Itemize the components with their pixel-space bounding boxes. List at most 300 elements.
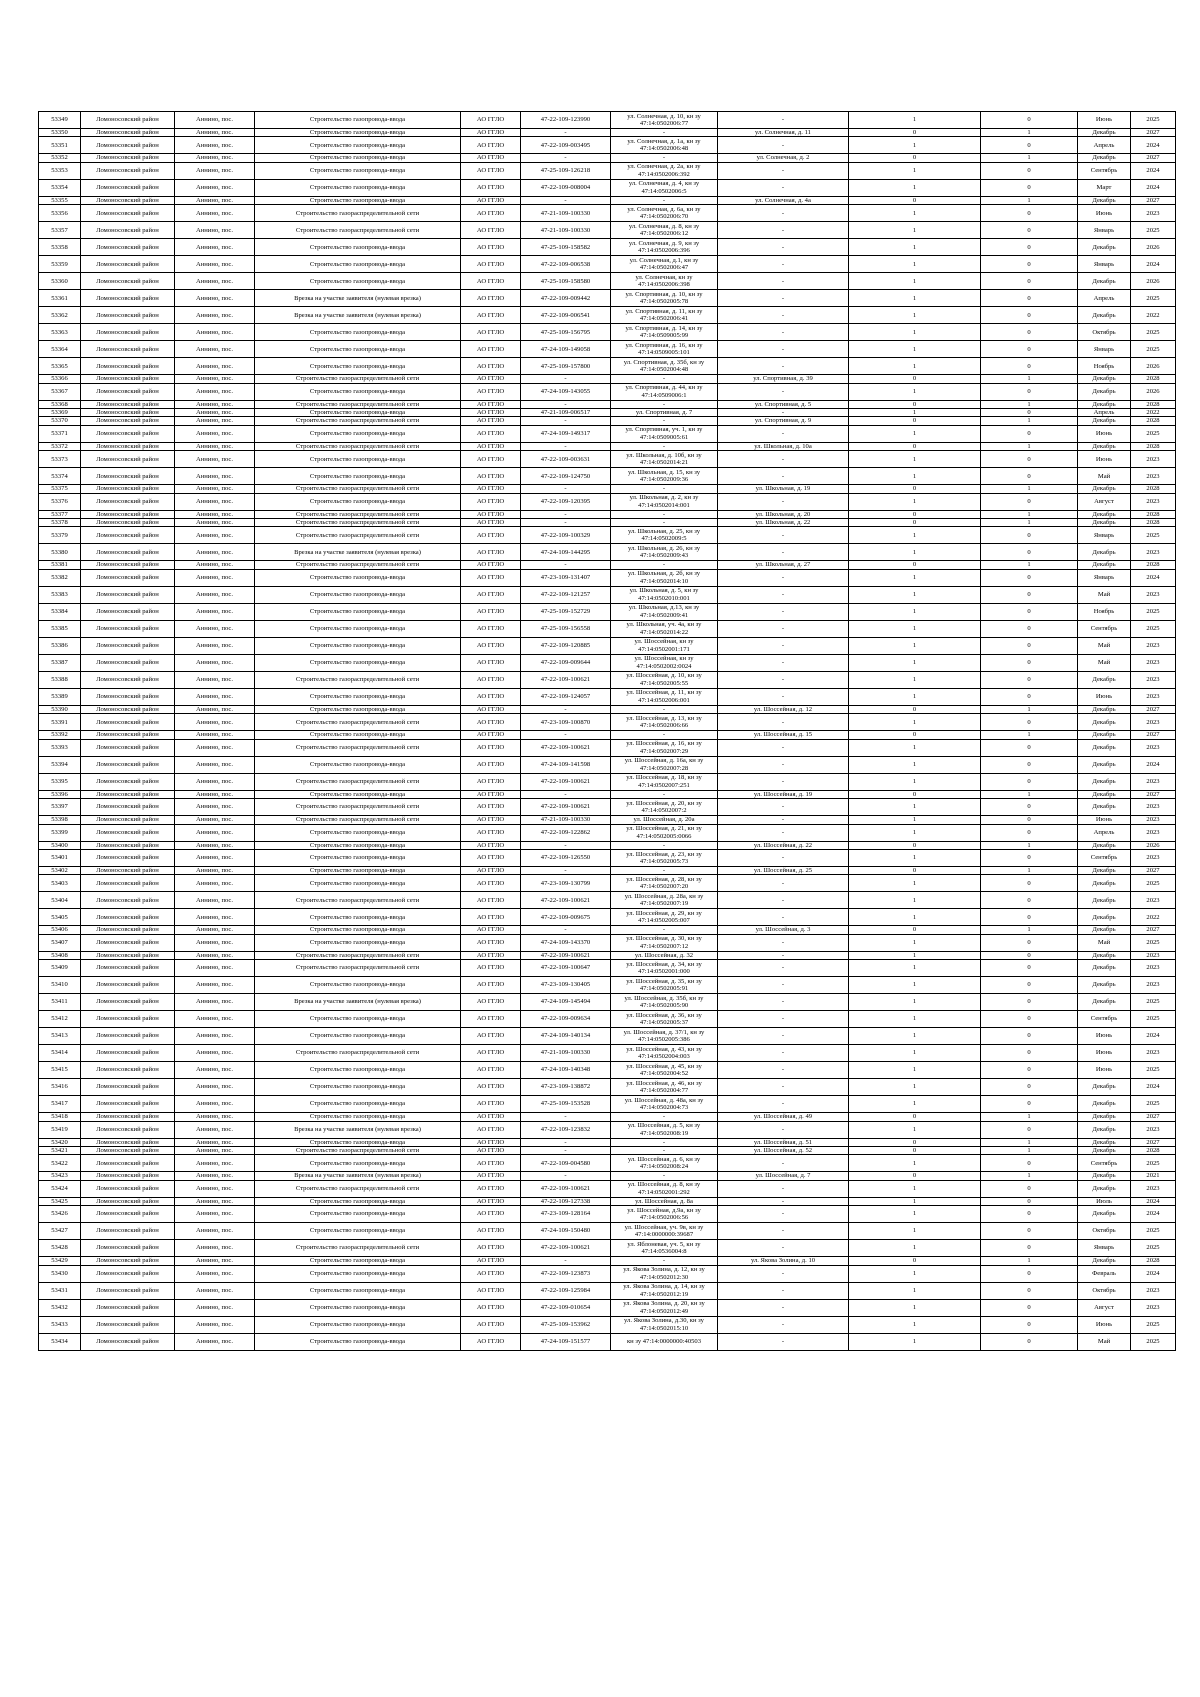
- cell-address: ул. Шоссейная, д. 25: [718, 866, 849, 874]
- cell-address: ул. Солнечная, д. 2: [718, 154, 849, 162]
- cell-row-number: 53411: [39, 994, 81, 1011]
- cell-district: Ломоносовский район: [81, 756, 175, 773]
- cell-tu-number: 47-22-109-009675: [521, 909, 611, 926]
- cell-year: 2023: [1131, 816, 1176, 824]
- cell-work-type: Врезка на участке заявителя (нулевая врезка): [255, 994, 461, 1011]
- cell-district: Ломоносовский район: [81, 1138, 175, 1146]
- cell-tu-number: 47-24-109-145494: [521, 994, 611, 1011]
- cell-count-a: 1: [849, 773, 981, 790]
- cell-settlement: Аннино, пос.: [175, 951, 255, 959]
- cell-month: Декабрь: [1078, 977, 1131, 994]
- cell-row-number: 53402: [39, 866, 81, 874]
- cell-month: Декабрь: [1078, 485, 1131, 493]
- table-row: [39, 705, 1176, 713]
- cell-address-with-cadastre: ул. Шоссейная, д. 28, кн зу 47:14:0502007:20: [611, 875, 718, 892]
- cell-month: Декабрь: [1078, 510, 1131, 518]
- cell-work-type: Строительство газопровода-ввода: [255, 1011, 461, 1028]
- cell-operator: АО ГГЛО: [461, 196, 521, 204]
- cell-district: Ломоносовский район: [81, 400, 175, 408]
- cell-row-number: 53396: [39, 790, 81, 798]
- cell-operator: АО ГГЛО: [461, 671, 521, 688]
- cell-count-a: 1: [849, 1316, 981, 1333]
- table-row: [39, 1299, 1176, 1316]
- cell-row-number: 53403: [39, 875, 81, 892]
- cell-month: Декабрь: [1078, 1079, 1131, 1096]
- cell-year: 2023: [1131, 892, 1176, 909]
- cell-tu-number: 47-22-109-121257: [521, 586, 611, 603]
- cell-count-b: 1: [981, 731, 1078, 739]
- cell-district: Ломоносовский район: [81, 442, 175, 450]
- cell-address: -: [718, 1299, 849, 1316]
- cell-address-with-cadastre: -: [611, 417, 718, 425]
- cell-work-type: Строительство газопровода-ввода: [255, 383, 461, 400]
- cell-district: Ломоносовский район: [81, 154, 175, 162]
- cell-year: 2024: [1131, 1079, 1176, 1096]
- cell-settlement: Аннино, пос.: [175, 222, 255, 239]
- cell-count-a: 1: [849, 1299, 981, 1316]
- cell-month: Декабрь: [1078, 400, 1131, 408]
- cell-operator: АО ГГЛО: [461, 739, 521, 756]
- cell-month: Июнь: [1078, 816, 1131, 824]
- cell-settlement: Аннино, пос.: [175, 960, 255, 977]
- cell-address: -: [718, 1197, 849, 1205]
- cell-address: -: [718, 239, 849, 256]
- cell-month: Декабрь: [1078, 383, 1131, 400]
- cell-year: 2022: [1131, 909, 1176, 926]
- cell-month: Январь: [1078, 222, 1131, 239]
- cell-year: 2023: [1131, 493, 1176, 510]
- cell-district: Ломоносовский район: [81, 569, 175, 586]
- cell-count-b: 1: [981, 705, 1078, 713]
- cell-district: Ломоносовский район: [81, 425, 175, 442]
- cell-address: -: [718, 527, 849, 544]
- cell-work-type: Строительство газопровода-ввода: [255, 425, 461, 442]
- cell-address: -: [718, 1121, 849, 1138]
- cell-tu-number: 47-24-109-149058: [521, 341, 611, 358]
- cell-address: -: [718, 1180, 849, 1197]
- cell-settlement: Аннино, пос.: [175, 383, 255, 400]
- cell-count-a: 0: [849, 196, 981, 204]
- cell-settlement: Аннино, пос.: [175, 1180, 255, 1197]
- cell-operator: АО ГГЛО: [461, 290, 521, 307]
- cell-address: -: [718, 179, 849, 196]
- cell-operator: АО ГГЛО: [461, 519, 521, 527]
- cell-work-type: Строительство газораспределительной сети: [255, 714, 461, 731]
- cell-count-a: 0: [849, 154, 981, 162]
- cell-tu-number: 47-22-109-123873: [521, 1265, 611, 1282]
- cell-count-a: 1: [849, 688, 981, 705]
- cell-address-with-cadastre: ул. Солнечная, д. 8, кн зу 47:14:0502006:12: [611, 222, 718, 239]
- cell-month: Декабрь: [1078, 909, 1131, 926]
- cell-tu-number: 47-22-109-009442: [521, 290, 611, 307]
- cell-address: ул. Солнечная, д. 4а: [718, 196, 849, 204]
- cell-operator: АО ГГЛО: [461, 926, 521, 934]
- cell-count-a: 1: [849, 756, 981, 773]
- cell-year: 2028: [1131, 442, 1176, 450]
- cell-address: -: [718, 1079, 849, 1096]
- cell-operator: АО ГГЛО: [461, 1045, 521, 1062]
- cell-month: Декабрь: [1078, 196, 1131, 204]
- cell-count-a: 1: [849, 824, 981, 841]
- cell-operator: АО ГГЛО: [461, 731, 521, 739]
- cell-count-b: 0: [981, 1240, 1078, 1257]
- cell-settlement: Аннино, пос.: [175, 442, 255, 450]
- cell-operator: АО ГГЛО: [461, 137, 521, 154]
- cell-operator: АО ГГЛО: [461, 375, 521, 383]
- cell-count-b: 0: [981, 468, 1078, 485]
- cell-tu-number: 47-22-109-100621: [521, 671, 611, 688]
- cell-district: Ломоносовский район: [81, 1316, 175, 1333]
- cell-operator: АО ГГЛО: [461, 1240, 521, 1257]
- cell-work-type: Строительство газораспределительной сети: [255, 1180, 461, 1197]
- cell-work-type: Врезка на участке заявителя (нулевая врезка): [255, 1172, 461, 1180]
- cell-month: Июнь: [1078, 425, 1131, 442]
- table-row: [39, 1113, 1176, 1121]
- cell-work-type: Строительство газораспределительной сети: [255, 739, 461, 756]
- table-row: [39, 773, 1176, 790]
- cell-count-b: 1: [981, 561, 1078, 569]
- cell-tu-number: -: [521, 790, 611, 798]
- cell-address-with-cadastre: ул. Шоссейная, д. 48а, кн зу 47:14:0502004:73: [611, 1096, 718, 1113]
- cell-tu-number: -: [521, 485, 611, 493]
- cell-count-b: 1: [981, 1138, 1078, 1146]
- table-row: [39, 1257, 1176, 1265]
- cell-row-number: 53432: [39, 1299, 81, 1316]
- cell-settlement: Аннино, пос.: [175, 1172, 255, 1180]
- cell-address-with-cadastre: ул. Солнечная, д. 6а, кн зу 47:14:0502006:70: [611, 205, 718, 222]
- cell-year: 2025: [1131, 1223, 1176, 1240]
- cell-operator: АО ГГЛО: [461, 816, 521, 824]
- cell-count-b: 0: [981, 824, 1078, 841]
- cell-tu-number: 47-25-109-153962: [521, 1316, 611, 1333]
- cell-year: 2025: [1131, 112, 1176, 129]
- table-row: [39, 383, 1176, 400]
- cell-count-a: 1: [849, 994, 981, 1011]
- cell-address-with-cadastre: ул. Школьная, д. 2б, кн зу 47:14:0502014:10: [611, 569, 718, 586]
- cell-work-type: Строительство газопровода-ввода: [255, 1062, 461, 1079]
- cell-operator: АО ГГЛО: [461, 1257, 521, 1265]
- table-row: [39, 154, 1176, 162]
- cell-address: -: [718, 816, 849, 824]
- cell-row-number: 53393: [39, 739, 81, 756]
- cell-operator: АО ГГЛО: [461, 1146, 521, 1154]
- cell-address: -: [718, 654, 849, 671]
- cell-address-with-cadastre: ул. Солнечная, д.1, кн зу 47:14:0502006:47: [611, 256, 718, 273]
- cell-district: Ломоносовский район: [81, 256, 175, 273]
- cell-month: Октябрь: [1078, 1282, 1131, 1299]
- cell-year: 2023: [1131, 739, 1176, 756]
- cell-month: Декабрь: [1078, 1257, 1131, 1265]
- table-row: [39, 671, 1176, 688]
- table-row: [39, 875, 1176, 892]
- cell-tu-number: -: [521, 1138, 611, 1146]
- cell-district: Ломоносовский район: [81, 892, 175, 909]
- cell-address-with-cadastre: ул. Шоссейная, д. 35б, кн зу 47:14:0502005:90: [611, 994, 718, 1011]
- cell-year: 2023: [1131, 977, 1176, 994]
- cell-row-number: 53405: [39, 909, 81, 926]
- cell-row-number: 53360: [39, 273, 81, 290]
- table-row: [39, 866, 1176, 874]
- cell-settlement: Аннино, пос.: [175, 866, 255, 874]
- cell-tu-number: 47-22-109-006541: [521, 307, 611, 324]
- cell-month: Декабрь: [1078, 1121, 1131, 1138]
- cell-address: -: [718, 273, 849, 290]
- cell-tu-number: -: [521, 1172, 611, 1180]
- cell-year: 2023: [1131, 1299, 1176, 1316]
- cell-work-type: Строительство газопровода-ввода: [255, 1155, 461, 1172]
- cell-work-type: Врезка на участке заявителя (нулевая врезка): [255, 290, 461, 307]
- cell-address: ул. Шоссейная, д. 3: [718, 926, 849, 934]
- cell-operator: АО ГГЛО: [461, 1011, 521, 1028]
- cell-district: Ломоносовский район: [81, 731, 175, 739]
- cell-address-with-cadastre: ул. Якова Золина, д.30, кн зу 47:14:0502015:10: [611, 1316, 718, 1333]
- cell-work-type: Строительство газопровода-ввода: [255, 179, 461, 196]
- cell-count-a: 0: [849, 129, 981, 137]
- cell-year: 2025: [1131, 324, 1176, 341]
- table-row: [39, 1155, 1176, 1172]
- cell-address: ул. Шоссейная, д. 22: [718, 841, 849, 849]
- cell-district: Ломоносовский район: [81, 519, 175, 527]
- cell-month: Сентябрь: [1078, 1155, 1131, 1172]
- cell-row-number: 53372: [39, 442, 81, 450]
- cell-address: -: [718, 324, 849, 341]
- cell-count-b: 0: [981, 654, 1078, 671]
- table-row: [39, 179, 1176, 196]
- cell-address-with-cadastre: ул. Шоссейная, д. 34, кн зу 47:14:0502001:000: [611, 960, 718, 977]
- cell-year: 2027: [1131, 790, 1176, 798]
- cell-address: -: [718, 256, 849, 273]
- cell-count-a: 1: [849, 341, 981, 358]
- table-row: [39, 731, 1176, 739]
- cell-year: 2027: [1131, 705, 1176, 713]
- cell-count-b: 0: [981, 1206, 1078, 1223]
- cell-year: 2023: [1131, 849, 1176, 866]
- cell-operator: АО ГГЛО: [461, 468, 521, 485]
- cell-address-with-cadastre: ул. Солнечная, д. 10, кн зу 47:14:0502006:77: [611, 112, 718, 129]
- cell-tu-number: -: [521, 417, 611, 425]
- cell-year: 2027: [1131, 154, 1176, 162]
- cell-count-a: 1: [849, 671, 981, 688]
- cell-year: 2026: [1131, 358, 1176, 375]
- cell-count-b: 0: [981, 1011, 1078, 1028]
- cell-count-a: 1: [849, 1265, 981, 1282]
- cell-address-with-cadastre: ул. Школьная, д. 5, кн зу 47:14:0502010:001: [611, 586, 718, 603]
- cell-address-with-cadastre: ул. Шоссейная, д. 10, кн зу 47:14:0502005:55: [611, 671, 718, 688]
- cell-operator: АО ГГЛО: [461, 1172, 521, 1180]
- cell-year: 2023: [1131, 951, 1176, 959]
- cell-month: Декабрь: [1078, 875, 1131, 892]
- cell-address: -: [718, 493, 849, 510]
- cell-address: -: [718, 358, 849, 375]
- cell-count-b: 1: [981, 400, 1078, 408]
- cell-district: Ломоносовский район: [81, 1265, 175, 1282]
- cell-district: Ломоносовский район: [81, 637, 175, 654]
- table-row: [39, 205, 1176, 222]
- cell-tu-number: 47-22-109-100621: [521, 773, 611, 790]
- cell-operator: АО ГГЛО: [461, 637, 521, 654]
- cell-count-a: 0: [849, 866, 981, 874]
- cell-address-with-cadastre: -: [611, 1138, 718, 1146]
- cell-operator: АО ГГЛО: [461, 934, 521, 951]
- cell-row-number: 53351: [39, 137, 81, 154]
- cell-year: 2025: [1131, 994, 1176, 1011]
- cell-count-b: 0: [981, 569, 1078, 586]
- cell-address: ул. Спортивная, д. 39: [718, 375, 849, 383]
- cell-tu-number: 47-23-109-131407: [521, 569, 611, 586]
- cell-month: Декабрь: [1078, 561, 1131, 569]
- cell-settlement: Аннино, пос.: [175, 654, 255, 671]
- table-row: [39, 400, 1176, 408]
- cell-month: Январь: [1078, 569, 1131, 586]
- cell-count-b: 0: [981, 849, 1078, 866]
- cell-row-number: 53389: [39, 688, 81, 705]
- cell-settlement: Аннино, пос.: [175, 358, 255, 375]
- table-row: [39, 960, 1176, 977]
- cell-address: -: [718, 1062, 849, 1079]
- cell-count-b: 1: [981, 841, 1078, 849]
- cell-count-a: 0: [849, 375, 981, 383]
- cell-row-number: 53404: [39, 892, 81, 909]
- cell-address-with-cadastre: ул. Солнечная, д. 1а, кн зу 47:14:0502006:48: [611, 137, 718, 154]
- cell-address-with-cadastre: ул. Шоссейная, д. 16, кн зу 47:14:0502007:29: [611, 739, 718, 756]
- cell-address: ул. Якова Золина, д. 10: [718, 1257, 849, 1265]
- cell-settlement: Аннино, пос.: [175, 586, 255, 603]
- cell-work-type: Строительство газораспределительной сети: [255, 485, 461, 493]
- cell-address: -: [718, 544, 849, 561]
- cell-row-number: 53430: [39, 1265, 81, 1282]
- cell-tu-number: 47-22-109-124750: [521, 468, 611, 485]
- cell-address-with-cadastre: -: [611, 1172, 718, 1180]
- cell-year: 2023: [1131, 544, 1176, 561]
- cell-year: 2023: [1131, 773, 1176, 790]
- cell-month: Июнь: [1078, 112, 1131, 129]
- cell-district: Ломоносовский район: [81, 375, 175, 383]
- cell-settlement: Аннино, пос.: [175, 1113, 255, 1121]
- cell-tu-number: 47-22-109-100621: [521, 892, 611, 909]
- cell-settlement: Аннино, пос.: [175, 324, 255, 341]
- cell-month: Декабрь: [1078, 442, 1131, 450]
- cell-operator: АО ГГЛО: [461, 485, 521, 493]
- cell-tu-number: 47-22-109-126550: [521, 849, 611, 866]
- cell-work-type: Строительство газопровода-ввода: [255, 468, 461, 485]
- cell-tu-number: 47-22-109-125984: [521, 1282, 611, 1299]
- cell-count-a: 1: [849, 620, 981, 637]
- cell-work-type: Строительство газопровода-ввода: [255, 1138, 461, 1146]
- cell-operator: АО ГГЛО: [461, 527, 521, 544]
- cell-address: -: [718, 773, 849, 790]
- cell-row-number: 53406: [39, 926, 81, 934]
- cell-operator: АО ГГЛО: [461, 1113, 521, 1121]
- cell-address-with-cadastre: -: [611, 510, 718, 518]
- cell-address: -: [718, 1316, 849, 1333]
- cell-operator: АО ГГЛО: [461, 442, 521, 450]
- cell-month: Декабрь: [1078, 544, 1131, 561]
- cell-address-with-cadastre: ул. Шоссейная, уч. 9в, кн зу 47:14:0000000:39687: [611, 1223, 718, 1240]
- cell-count-b: 0: [981, 256, 1078, 273]
- cell-settlement: Аннино, пос.: [175, 256, 255, 273]
- table-row: [39, 341, 1176, 358]
- cell-district: Ломоносовский район: [81, 1079, 175, 1096]
- cell-year: 2023: [1131, 1282, 1176, 1299]
- cell-settlement: Аннино, пос.: [175, 1155, 255, 1172]
- cell-row-number: 53395: [39, 773, 81, 790]
- cell-count-b: 1: [981, 1172, 1078, 1180]
- cell-count-b: 0: [981, 1265, 1078, 1282]
- cell-operator: АО ГГЛО: [461, 586, 521, 603]
- cell-operator: АО ГГЛО: [461, 417, 521, 425]
- cell-district: Ломоносовский район: [81, 934, 175, 951]
- cell-district: Ломоносовский район: [81, 739, 175, 756]
- cell-year: 2024: [1131, 1197, 1176, 1205]
- cell-count-a: 1: [849, 112, 981, 129]
- cell-work-type: Строительство газопровода-ввода: [255, 451, 461, 468]
- cell-count-b: 0: [981, 1096, 1078, 1113]
- cell-count-a: 1: [849, 1282, 981, 1299]
- table-row: [39, 841, 1176, 849]
- cell-district: Ломоносовский район: [81, 1223, 175, 1240]
- cell-year: 2024: [1131, 756, 1176, 773]
- cell-address: -: [718, 892, 849, 909]
- cell-month: Май: [1078, 468, 1131, 485]
- table-row: [39, 816, 1176, 824]
- cell-month: Декабрь: [1078, 892, 1131, 909]
- cell-tu-number: 47-22-109-124057: [521, 688, 611, 705]
- cell-address: -: [718, 162, 849, 179]
- cell-count-b: 0: [981, 1282, 1078, 1299]
- cell-operator: АО ГГЛО: [461, 400, 521, 408]
- cell-count-b: 0: [981, 222, 1078, 239]
- cell-year: 2024: [1131, 569, 1176, 586]
- cell-year: 2022: [1131, 307, 1176, 324]
- cell-count-b: 0: [981, 960, 1078, 977]
- cell-row-number: 53358: [39, 239, 81, 256]
- cell-district: Ломоносовский район: [81, 620, 175, 637]
- cell-work-type: Строительство газопровода-ввода: [255, 1282, 461, 1299]
- cell-count-a: 1: [849, 951, 981, 959]
- cell-tu-number: -: [521, 705, 611, 713]
- cell-settlement: Аннино, пос.: [175, 239, 255, 256]
- cell-settlement: Аннино, пос.: [175, 179, 255, 196]
- cell-row-number: 53391: [39, 714, 81, 731]
- table-row: [39, 196, 1176, 204]
- cell-count-b: 0: [981, 773, 1078, 790]
- cell-address-with-cadastre: ул. Школьная, д. 26, кн зу 47:14:0502009:43: [611, 544, 718, 561]
- cell-month: Декабрь: [1078, 926, 1131, 934]
- cell-address: -: [718, 934, 849, 951]
- cell-work-type: Строительство газораспределительной сети: [255, 816, 461, 824]
- cell-operator: АО ГГЛО: [461, 960, 521, 977]
- cell-tu-number: 47-25-109-156795: [521, 324, 611, 341]
- cell-row-number: 53370: [39, 417, 81, 425]
- cell-tu-number: 47-24-109-141598: [521, 756, 611, 773]
- cell-work-type: Строительство газопровода-ввода: [255, 977, 461, 994]
- cell-count-b: 0: [981, 273, 1078, 290]
- cell-month: Сентябрь: [1078, 162, 1131, 179]
- table-row: [39, 824, 1176, 841]
- cell-year: 2025: [1131, 1240, 1176, 1257]
- cell-count-a: 1: [849, 586, 981, 603]
- cell-address-with-cadastre: ул. Школьная, д. 25, кн зу 47:14:0502009:5: [611, 527, 718, 544]
- cell-row-number: 53368: [39, 400, 81, 408]
- cell-row-number: 53385: [39, 620, 81, 637]
- cell-tu-number: -: [521, 129, 611, 137]
- cell-work-type: Строительство газопровода-ввода: [255, 324, 461, 341]
- table-row: [39, 926, 1176, 934]
- cell-address: -: [718, 620, 849, 637]
- cell-district: Ломоносовский район: [81, 162, 175, 179]
- cell-work-type: Строительство газопровода-ввода: [255, 705, 461, 713]
- cell-month: Декабрь: [1078, 773, 1131, 790]
